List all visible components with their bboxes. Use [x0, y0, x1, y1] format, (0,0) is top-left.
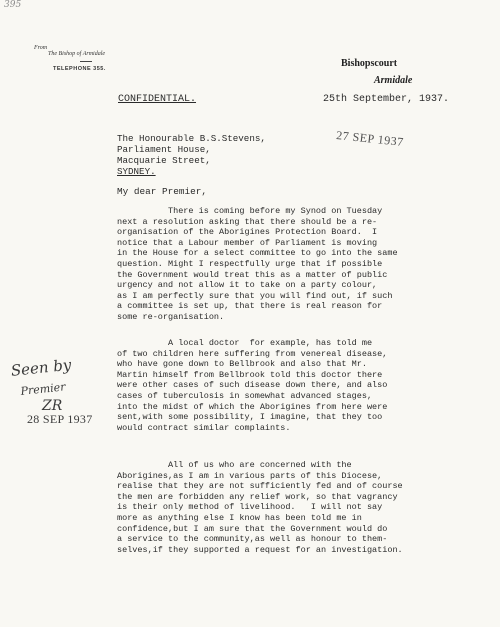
letterhead-sender: The Bishop of Armidale	[48, 51, 106, 57]
body-paragraph-3: All of us who are concerned with the Aborigines,as I am in various parts of this Diocese, realise that they are not sufficiently fed and of course the men are forbidden any relief work, so that vagrancy is their only method of livelihood. I will not say more as anything else I know has been told me in confidence,but I am sure that the Government would do a service to the community,as well as honour to them- selves,if they supported a request for an investigation.	[117, 460, 403, 555]
body-paragraph-2: A local doctor for example, has told me of two children here suffering from venereal disease, who have gone down to Bellbrook and also that Mr. Martin himself from Bellbrook told this doctor there were other cases of such disease down there, and also cases of tuberculosis in somewhat advanced stages, into the midst of which the Aborigines from here were sent,with some possibility, I imagine, that they too would contract similar complaints.	[117, 338, 388, 433]
body-paragraph-1: There is coming before my Synod on Tuesday next a resolution asking that there should be a re- organisation of the Aborigines Protection Board. I notice that a Labour member of Parliament is moving in the House for a select committee to go into the same question. Might I respectfully urge that if possible the Government would treat this as a matter of public urgency and not allow it to take on a party colour, as I am perfectly sure that you will find out, if such a committee is set up, that there is real reason for some re-organisation.	[117, 206, 398, 322]
letterhead-rule	[80, 61, 92, 62]
address-line-1: The Honourable B.S.Stevens,	[117, 133, 266, 144]
seen-date-stamp: 28 SEP 1937	[27, 412, 93, 426]
letter-date: 25th September, 1937.	[323, 94, 450, 105]
letterhead-town: Armidale	[374, 75, 413, 86]
address-line-2: Parliament House,	[117, 144, 211, 155]
received-date-stamp: 27 SEP 1937	[335, 128, 405, 150]
archive-page-number: 395	[4, 0, 22, 10]
letterhead-from-label: From	[34, 45, 48, 51]
letterhead-telephone: TELEPHONE 355.	[53, 66, 106, 72]
salutation: My dear Premier,	[117, 186, 208, 197]
address-line-4: SYDNEY.	[117, 166, 156, 177]
handwritten-initials: ZR	[42, 398, 63, 414]
handwritten-premier: Premier	[20, 380, 67, 398]
classification-marking: CONFIDENTIAL.	[118, 94, 197, 105]
handwritten-seen-by: Seen by	[10, 355, 73, 380]
address-line-3: Macquarie Street,	[117, 155, 211, 166]
letterhead-residence: Bishopscourt	[341, 58, 398, 69]
